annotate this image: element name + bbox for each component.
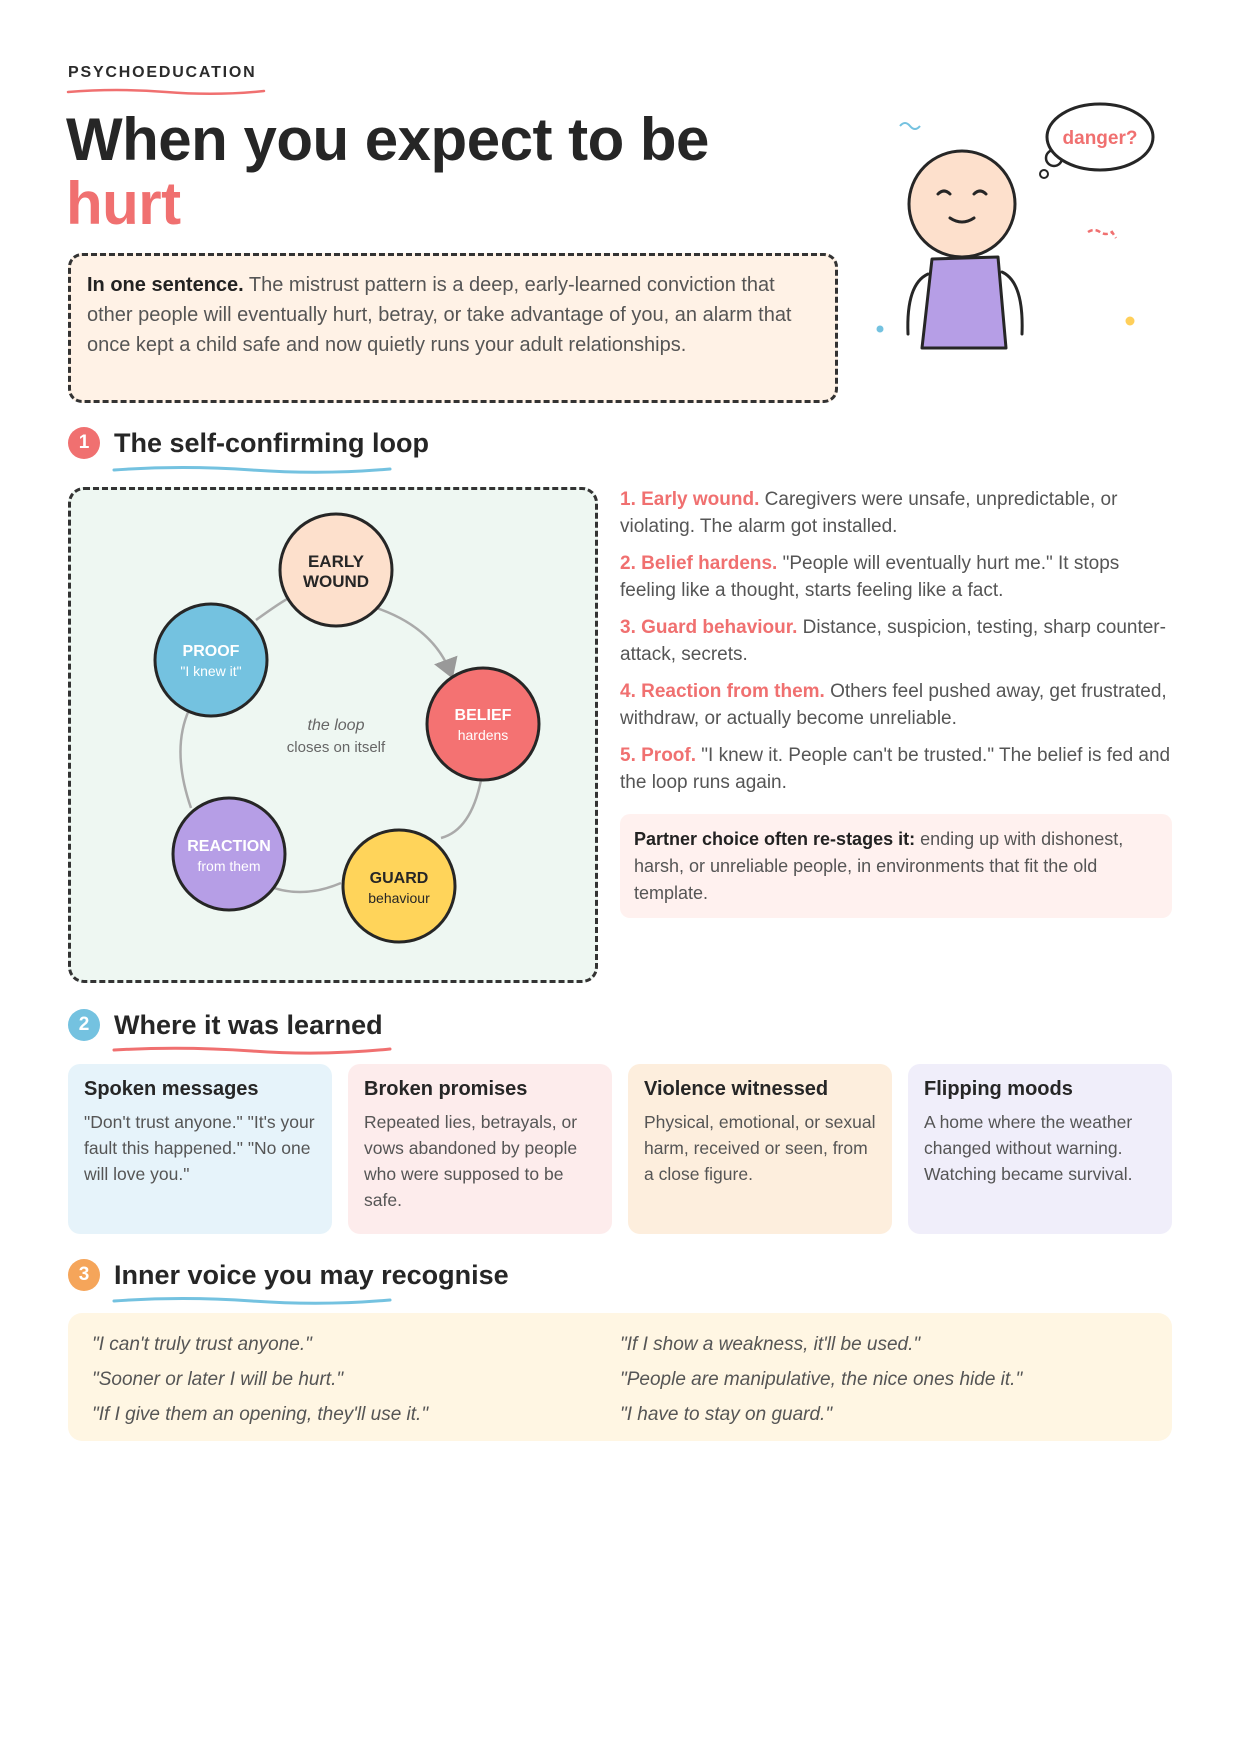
node-label: REACTION [187, 838, 271, 855]
origin-card [908, 1064, 1172, 1234]
inner-voice-quotes [68, 1313, 1172, 1441]
dot-decoration-icon [877, 326, 884, 333]
loop-diagram-svg [71, 490, 601, 986]
body-icon [922, 257, 1006, 348]
node-sublabel: "I knew it" [180, 663, 242, 679]
quote-item: "If I give them an opening, they'll use it." [92, 1404, 429, 1425]
card-text: Physical, emotional, or sexual harm, received or seen, from a close figure. [644, 1112, 876, 1184]
dot-decoration-icon [1126, 317, 1135, 326]
quotes-column-right [620, 1327, 1148, 1427]
card-title: Broken promises [364, 1078, 528, 1100]
node-label: WOUND [302, 572, 370, 591]
loop-step: 3. Guard behaviour. Distance, suspicion, testing, sharp counter-attack, secrets. [620, 617, 1166, 665]
kicker-underline [66, 86, 266, 96]
section-title: The self-confirming loop [114, 427, 429, 458]
loop-node-proof [155, 604, 267, 716]
section-title: Where it was learned [114, 1009, 383, 1040]
node-label: PROOF [182, 643, 240, 660]
section-3-header [68, 1259, 509, 1291]
origin-cards [68, 1064, 1172, 1234]
thought-bubble-text: danger? [1062, 128, 1138, 149]
summary-box [68, 253, 838, 403]
partner-choice-note [620, 814, 1172, 918]
card-title: Flipping moods [924, 1078, 1073, 1100]
loop-center-sublabel: closes on itself [286, 739, 386, 756]
section-2-header [68, 1009, 383, 1041]
face-icon [909, 151, 1015, 257]
loop-center-label: the loop [307, 717, 365, 734]
summary-lead: In one sentence. [87, 274, 244, 296]
note-lead: Partner choice often re-stages it: [634, 829, 916, 849]
quote-item: "I have to stay on guard." [620, 1404, 833, 1425]
node-sublabel: hardens [457, 727, 509, 743]
quote-item: "If I show a weakness, it'll be used." [620, 1334, 921, 1355]
section-underline [112, 464, 392, 474]
title-line: When you expect to be [66, 106, 709, 173]
title-accent-word: hurt [66, 170, 181, 237]
quote-item: "Sooner or later I will be hurt." [92, 1369, 344, 1390]
quotes-column-left [92, 1327, 620, 1427]
kicker-label: PSYCHOEDUCATION [68, 64, 257, 81]
card-title: Spoken messages [84, 1078, 259, 1100]
hero-illustration [870, 96, 1170, 366]
squiggle-decoration-icon [900, 123, 920, 129]
page-title [66, 108, 709, 236]
section-1-header [68, 427, 429, 459]
character-illustration [870, 96, 1170, 366]
section-number-badge: 2 [68, 1009, 100, 1041]
section-underline [112, 1295, 392, 1305]
note-text: ending up with dishonest, harsh, or unreliable people, in environments that fit the old template. [634, 829, 1124, 903]
section-underline [112, 1045, 392, 1055]
quote-item: "People are manipulative, the nice ones hide it." [620, 1369, 1023, 1390]
section-number-badge: 3 [68, 1259, 100, 1291]
origin-card [628, 1064, 892, 1234]
loop-steps-list [620, 486, 1175, 806]
card-text: "Don't trust anyone." "It's your fault this happened." "No one will love you." [84, 1112, 315, 1184]
squiggle-decoration-icon [1088, 230, 1116, 238]
node-sublabel: from them [197, 858, 261, 874]
loop-node-belief [427, 668, 539, 780]
loop-step: 5. Proof. "I knew it. People can't be trusted." The belief is fed and the loop runs again. [620, 745, 1171, 793]
section-number-badge: 1 [68, 427, 100, 459]
card-title: Violence witnessed [644, 1078, 829, 1100]
loop-step: 2. Belief hardens. "People will eventually hurt me." It stops feeling like a thought, starts feeling like a fact. [620, 553, 1120, 601]
quote-item: "I can't truly trust anyone." [92, 1334, 312, 1355]
loop-diagram [68, 487, 598, 983]
section-title: Inner voice you may recognise [114, 1259, 509, 1290]
node-label: EARLY [307, 552, 365, 571]
origin-card [348, 1064, 612, 1234]
loop-step: 4. Reaction from them. Others feel pushed away, get frustrated, withdraw, or actually become unreliable. [620, 681, 1167, 729]
loop-arrow [256, 598, 289, 620]
node-label: BELIEF [454, 707, 512, 724]
card-text: A home where the weather changed without warning. Watching became survival. [924, 1112, 1133, 1184]
node-label: GUARD [369, 870, 429, 887]
loop-step: 1. Early wound. Caregivers were unsafe, unpredictable, or violating. The alarm got installed. [620, 489, 1118, 537]
loop-arrow [180, 710, 191, 808]
card-text: Repeated lies, betrayals, or vows abandoned by people who were supposed to be safe. [364, 1112, 578, 1210]
summary-text: The mistrust pattern is a deep, early-learned conviction that other people will eventually hurt, betray, or take advantage of you, an alarm that once kept a child safe and now quietly runs your adult relationships. [87, 274, 792, 356]
node-sublabel: behaviour [368, 890, 430, 906]
loop-arrow [441, 780, 481, 838]
origin-card [68, 1064, 332, 1234]
